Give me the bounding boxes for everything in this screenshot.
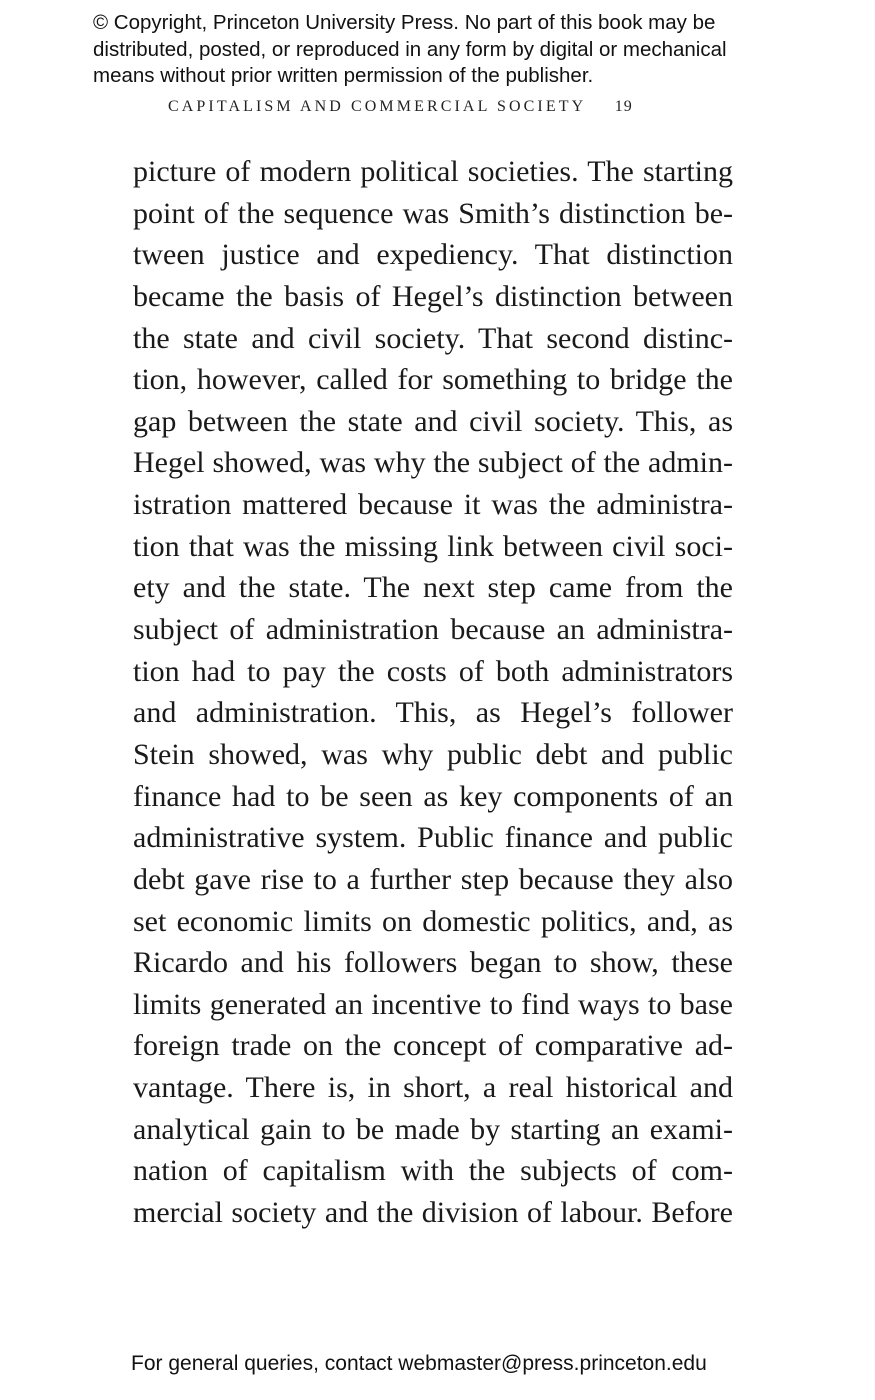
text-line: Ricardo and his followers began to show, these [133, 946, 733, 980]
running-head [168, 98, 633, 116]
text-line: foreign trade on the concept of comparative ad- [133, 1029, 733, 1063]
text-line: gap between the state and civil society. This, as [133, 404, 733, 438]
text-line: set economic limits on domestic politics, and, as [133, 904, 733, 938]
text-line: Hegel showed, was why the subject of the admin- [133, 446, 733, 480]
text-line: Stein showed, was why public debt and public [133, 737, 733, 771]
text-line: the state and civil society. That second distinc- [133, 321, 733, 355]
text-line: became the basis of Hegel’s distinction between [133, 279, 733, 313]
text-line: vantage. There is, in short, a real historical and [133, 1071, 733, 1105]
page-number: 19 [614, 98, 633, 115]
copyright-line: distributed, posted, or reproduced in any form by digital or mechanical [93, 37, 727, 61]
text-line: point of the sequence was Smith’s distinction be- [133, 196, 733, 230]
copyright-notice [93, 10, 793, 90]
text-line: picture of modern political societies. The starting [133, 155, 733, 188]
text-line: and administration. This, as Hegel’s follower [133, 696, 733, 730]
text-line: tion had to pay the costs of both administrators [133, 654, 733, 688]
text-line: subject of administration because an administra- [133, 613, 733, 647]
text-line: limits generated an incentive to find ways to base [133, 987, 733, 1021]
body-text [133, 151, 733, 1234]
copyright-line: means without prior written permission of the publisher. [93, 64, 594, 87]
text-line: ety and the state. The next step came from the [133, 571, 733, 605]
footer-contact: For general queries, contact webmaster@press.princeton.edu [131, 1352, 707, 1375]
text-line: tion, however, called for something to bridge the [133, 363, 733, 397]
text-line: nation of capitalism with the subjects of com- [133, 1154, 733, 1188]
text-line: tion that was the missing link between civil soci- [133, 529, 733, 563]
text-line: istration mattered because it was the administra- [133, 488, 733, 522]
text-line: finance had to be seen as key components of an [133, 779, 733, 813]
text-line: debt gave rise to a further step because they also [133, 862, 733, 896]
text-line: administrative system. Public finance and public [133, 821, 733, 855]
running-head-title: CAPITALISM AND COMMERCIAL SOCIETY [168, 98, 586, 115]
text-line: tween justice and expediency. That distinction [133, 238, 733, 272]
text-line: analytical gain to be made by starting an exami- [133, 1112, 733, 1146]
copyright-line: © Copyright, Princeton University Press. No part of this book may be [93, 11, 716, 34]
text-line: mercial society and the division of labour. Before [133, 1196, 733, 1230]
